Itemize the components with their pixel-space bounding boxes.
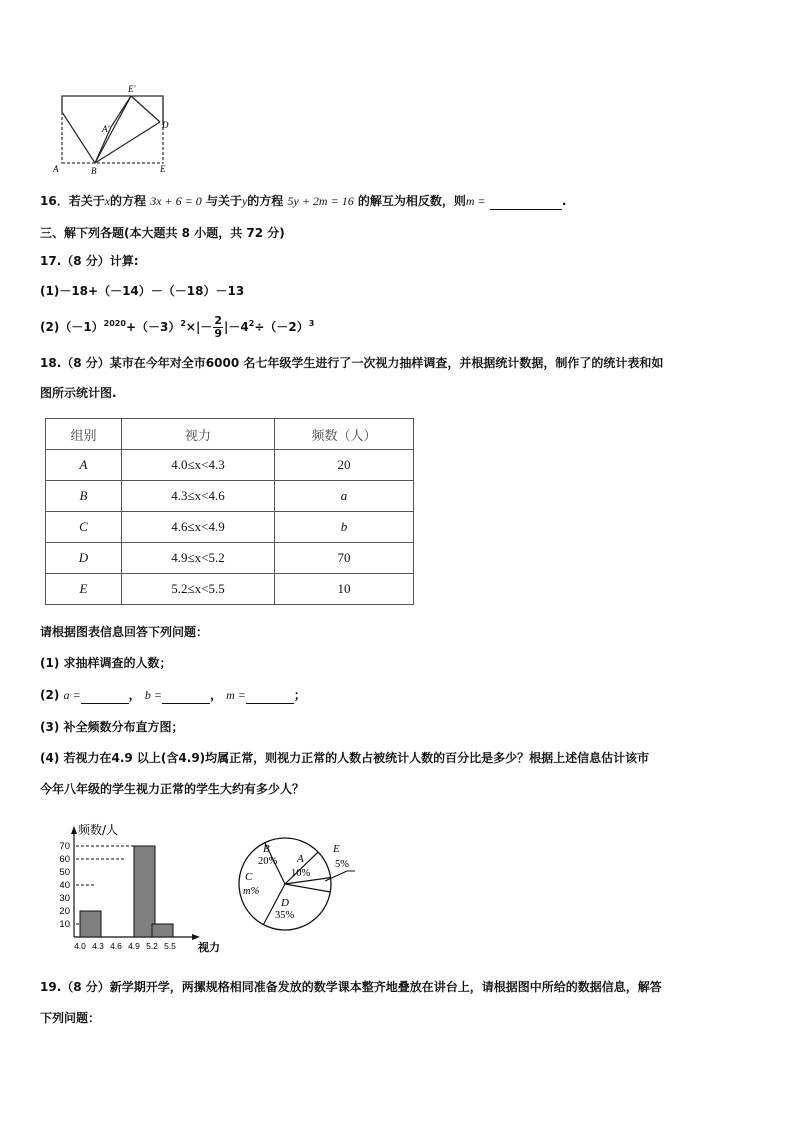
question-18-sub-1: (1) 求抽样调查的人数；	[40, 656, 172, 670]
label-B: B	[91, 166, 97, 176]
x-axis-arrow	[192, 934, 200, 940]
y-tick-label: 60	[59, 854, 70, 865]
pie-label-E: E	[333, 843, 340, 855]
y-tick-label: 20	[59, 906, 70, 917]
question-18-line-1: 18.（8 分）某市在今年对全市6000 名七年级学生进行了一次视力抽样调查，并根据统计数据，制作了的统计表和如	[40, 356, 664, 370]
pie-label-B: B	[263, 843, 270, 855]
question-17-part-1: (1)－18+（－14）－（－18）－13	[40, 284, 245, 298]
pie-value-C: m%	[243, 886, 260, 897]
table-row: C 4.6≤x<4.9 b	[46, 512, 414, 543]
pie-value-E: 5%	[335, 859, 349, 870]
answer-blank-b[interactable]	[162, 689, 210, 704]
label-E: E	[160, 164, 166, 174]
question-17-header: 17.（8 分）计算:	[40, 254, 139, 268]
histogram-bar	[152, 924, 173, 937]
pie-label-C: C	[245, 871, 253, 883]
fraction-2-9: $\frac{2}{9}$	[214, 314, 223, 340]
section-3-heading: 三、解下列各题(本大题共 8 小题，共 72 分)	[40, 226, 285, 240]
frequency-histogram	[40, 820, 230, 960]
histogram-bar	[134, 846, 155, 937]
label-D: D	[162, 120, 169, 130]
header-frequency: 频数（人）	[275, 419, 414, 450]
header-vision: 视力	[122, 419, 275, 450]
question-19-line-1: 19.（8 分）新学期开学，两摞规格相同准备发放的数学课本整齐地叠放在讲台上，请根据图中所给的数据信息，解答	[40, 980, 662, 994]
pie-label-D: D	[281, 897, 289, 909]
table-row: E 5.2≤x<5.5 10	[46, 574, 414, 605]
y-tick-label: 50	[59, 867, 70, 878]
x-tick-label: 4.0	[74, 941, 86, 951]
y-axis-arrow	[71, 826, 77, 834]
question-18-sub-3: (3) 补全频数分布直方图；	[40, 720, 184, 734]
y-tick-label: 40	[59, 880, 70, 891]
frequency-table	[45, 418, 414, 605]
question-16: 16．若关于x的方程 3x + 6 = 0 与关于y的方程 5y + 2m = 16 的解互为相反数，则m = .	[40, 194, 567, 208]
x-tick-label: 4.6	[110, 941, 122, 951]
y-axis-label: 频数/人	[78, 823, 119, 837]
question-18-line-2: 图所示统计图.	[40, 386, 117, 400]
pie-value-A: 10%	[291, 868, 311, 879]
answer-blank-m2[interactable]	[246, 689, 294, 704]
label-E-prime: E'	[128, 84, 136, 94]
pie-chart	[225, 830, 355, 940]
question-18-sub-4-line-2: 今年八年级的学生视力正常的学生大约有多少人？	[40, 782, 305, 796]
question-19-line-2: 下列问题：	[40, 1011, 101, 1025]
question-18-prompt: 请根据图表信息回答下列问题：	[40, 625, 209, 639]
table-row: D 4.9≤x<5.2 70	[46, 543, 414, 574]
answer-blank-a[interactable]	[81, 689, 129, 704]
label-A: A	[53, 164, 59, 174]
table-header-row	[46, 419, 414, 450]
x-tick-label: 4.3	[92, 941, 104, 951]
question-18-sub-4-line-1: (4) 若视力在4.9 以上(含4.9)均属正常，则视力正常的人数占被统计人数的百分比是多少？根据上述信息估计该市	[40, 751, 650, 765]
geometry-figure	[48, 82, 178, 177]
x-axis-label: 视力	[198, 941, 220, 954]
x-tick-label: 5.5	[164, 941, 176, 951]
histogram-bar	[80, 911, 101, 937]
question-18-sub-2: (2) a = ， b = ， m = ；	[40, 688, 306, 702]
header-group: 组别	[46, 419, 122, 450]
y-tick-label: 70	[59, 841, 70, 852]
label-A-prime: A'	[102, 124, 110, 134]
y-tick-label: 10	[59, 919, 70, 930]
x-tick-label: 4.9	[128, 941, 140, 951]
pie-value-B: 20%	[258, 856, 278, 867]
question-17-part-2: $(2)(-1)^{2020}+(-3)^2\times|-$ $\frac{2}{9}$ $|-4^2\div(-2)^3$	[40, 314, 315, 340]
y-tick-label: 30	[59, 893, 70, 904]
answer-blank-m[interactable]	[490, 195, 562, 210]
x-tick-label: 5.2	[146, 941, 158, 951]
pie-label-A: A	[297, 853, 304, 865]
table-row: A 4.0≤x<4.3 20	[46, 450, 414, 481]
table-row: B 4.3≤x<4.6 a	[46, 481, 414, 512]
pie-value-D: 35%	[275, 910, 295, 921]
